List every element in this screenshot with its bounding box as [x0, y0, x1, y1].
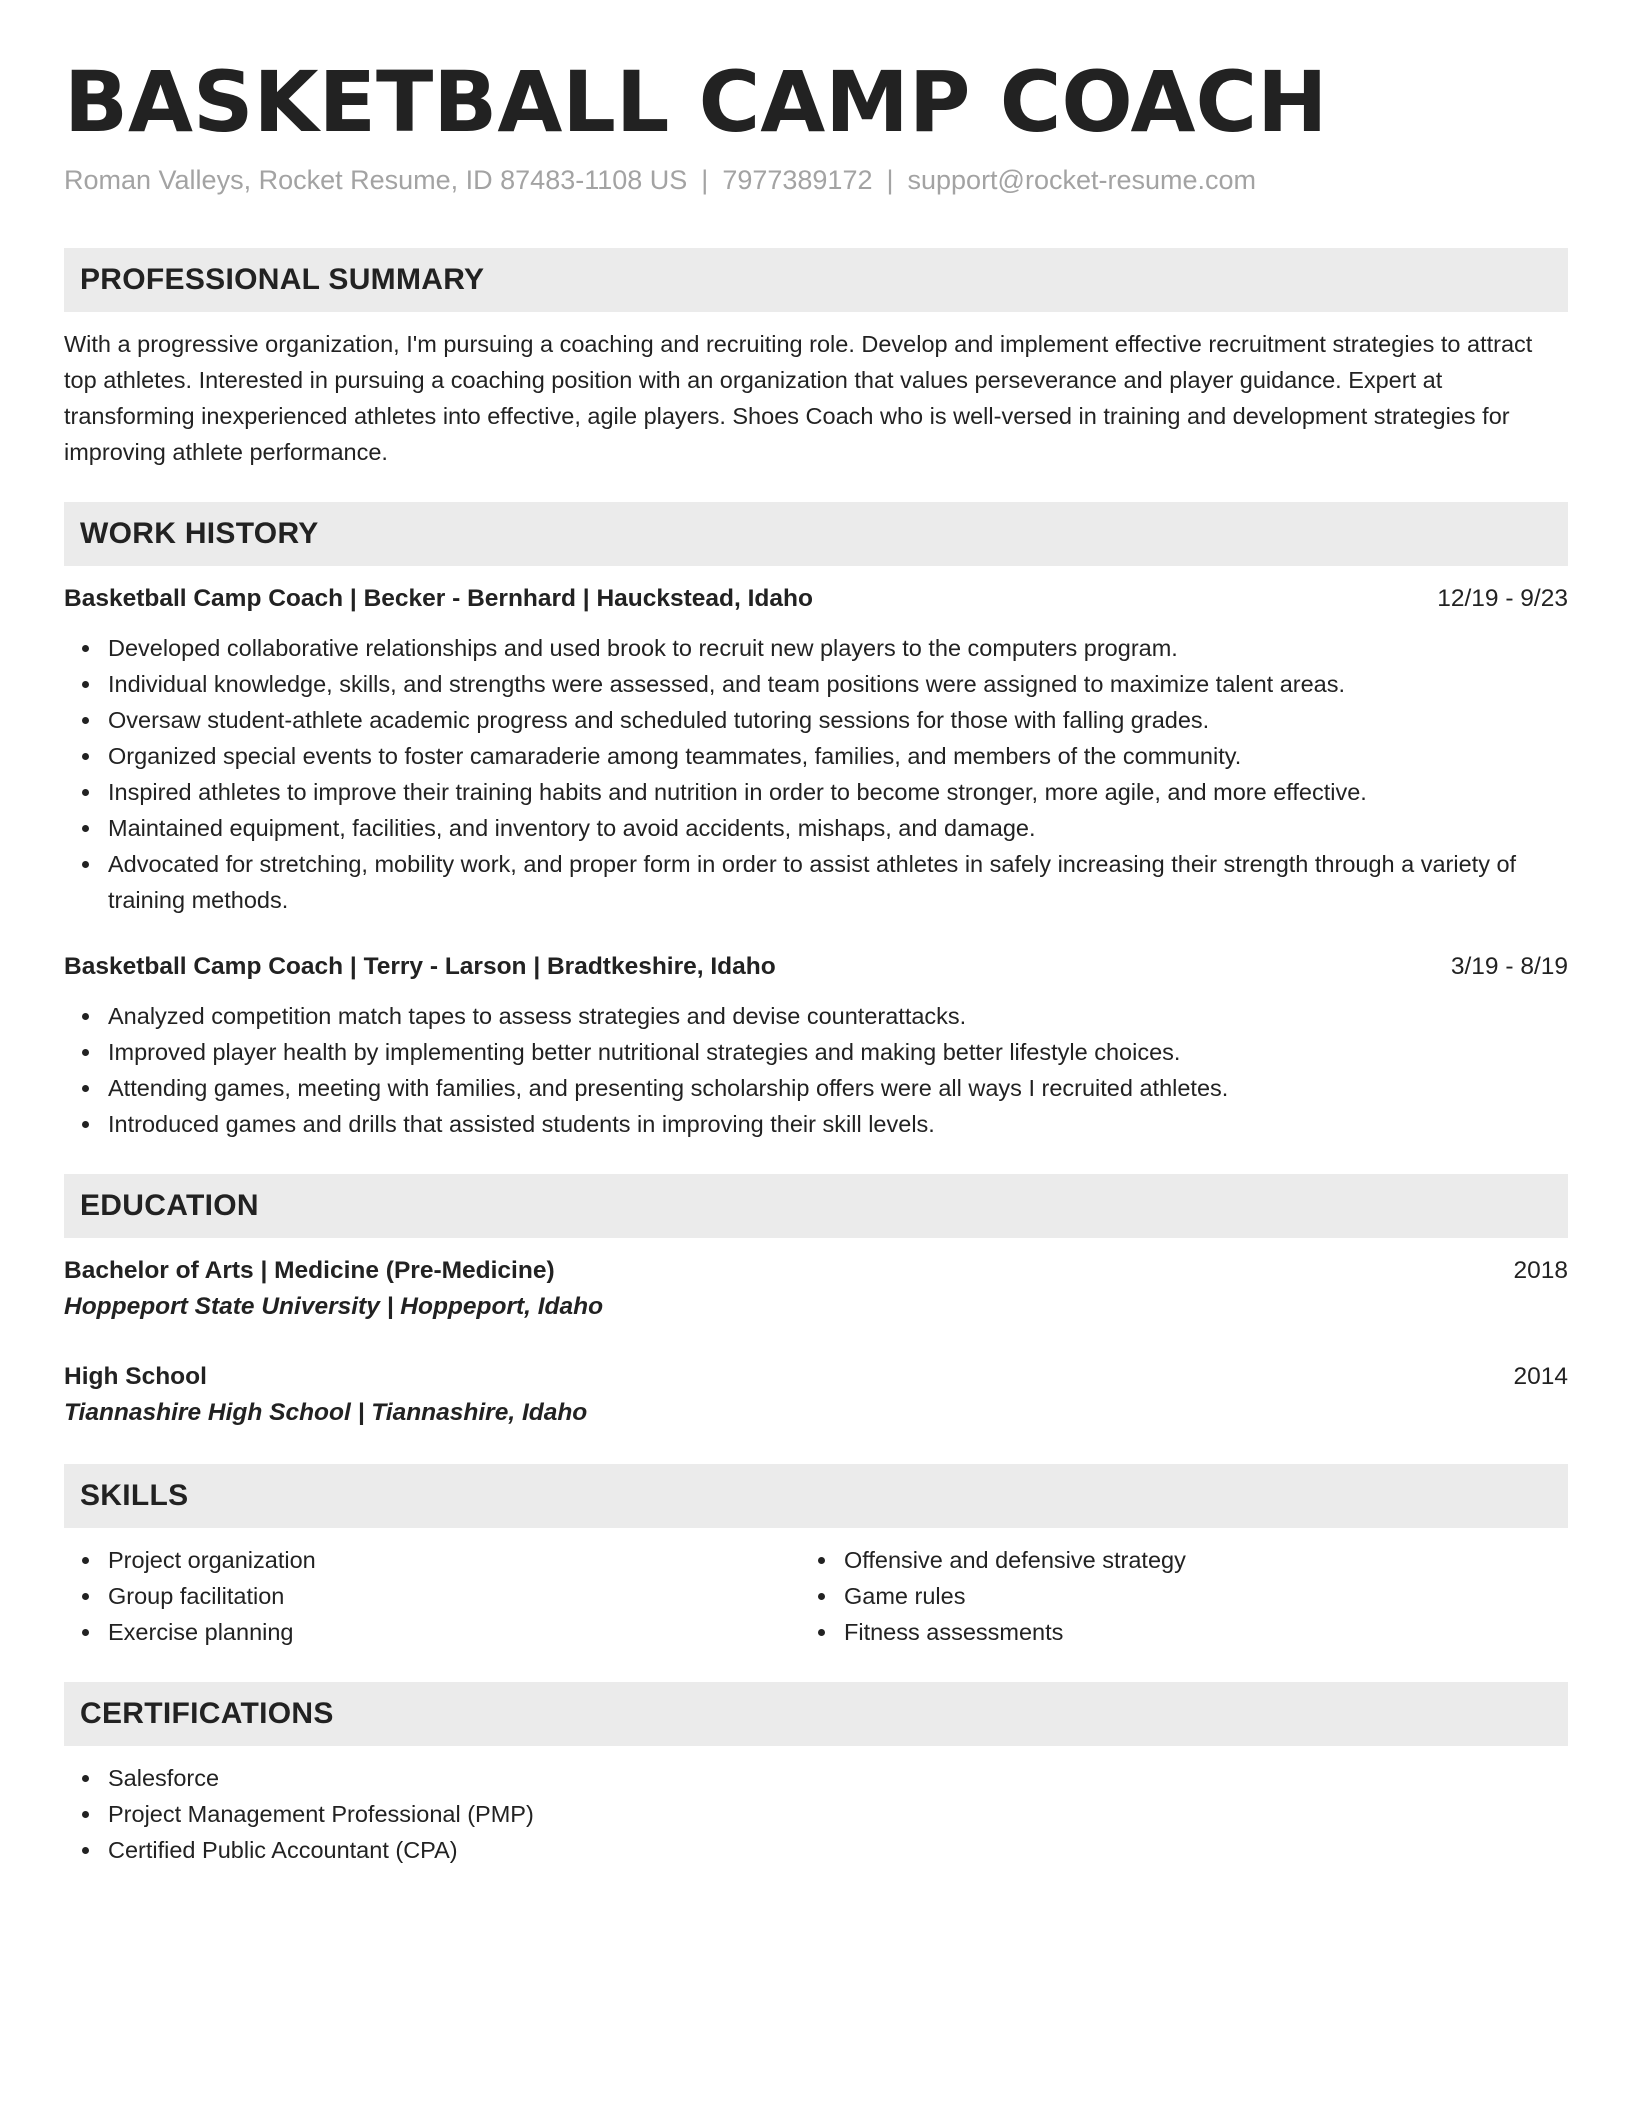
education-entry [64, 1254, 1568, 1326]
job-bullet: Attending games, meeting with families, and presenting scholarship offers were all ways I recruited athletes. [108, 1070, 1568, 1106]
contact-email: support@rocket-resume.com [907, 165, 1257, 195]
job-bullet: Introduced games and drills that assisted students in improving their skill levels. [108, 1106, 1568, 1142]
skill-item: Project organization [108, 1542, 800, 1578]
skills-list-right [800, 1542, 1536, 1650]
section-heading-education: EDUCATION [64, 1174, 1568, 1238]
job-title: Basketball Camp Coach | Becker - Bernhard | Hauckstead, Idaho [64, 585, 813, 612]
job-title: Basketball Camp Coach | Terry - Larson | Bradtkeshire, Idaho [64, 953, 776, 980]
skill-item: Offensive and defensive strategy [844, 1542, 1536, 1578]
job-header [64, 950, 1568, 984]
skill-item: Exercise planning [108, 1614, 800, 1650]
job-entry [64, 582, 1568, 918]
job-bullet: Oversaw student-athlete academic progress and scheduled tutoring sessions for those with falling grades. [108, 702, 1568, 738]
job-bullet: Organized special events to foster camaraderie among teammates, families, and members of the community. [108, 738, 1568, 774]
job-bullet: Maintained equipment, facilities, and inventory to avoid accidents, mishaps, and damage. [108, 810, 1568, 846]
contact-phone: 7977389172 [722, 165, 873, 195]
job-dates: 12/19 - 9/23 [1437, 585, 1568, 612]
certification-item: Project Management Professional (PMP) [108, 1796, 1568, 1832]
education-school: Hoppeport State University | Hoppeport, Idaho [64, 1293, 604, 1320]
education-header [64, 1360, 1568, 1394]
certification-item: Certified Public Accountant (CPA) [108, 1832, 1568, 1868]
education-school: Tiannashire High School | Tiannashire, Idaho [64, 1399, 588, 1426]
section-heading-summary: PROFESSIONAL SUMMARY [64, 248, 1568, 312]
education-entry [64, 1360, 1568, 1432]
skill-item: Fitness assessments [844, 1614, 1536, 1650]
section-heading-work-history: WORK HISTORY [64, 502, 1568, 566]
job-bullet-list [64, 998, 1568, 1142]
section-heading-skills: SKILLS [64, 1464, 1568, 1528]
education-header [64, 1254, 1568, 1288]
education-degree: Bachelor of Arts | Medicine (Pre-Medicine) [64, 1257, 555, 1284]
summary-text: With a progressive organization, I'm pursuing a coaching and recruiting role. Develop and implement effective recruitment strategies to attract top athletes. Interested in pursuing a coaching position with an organization that values perseverance and player guidance. Expert at transforming inexperienced athletes into effective, agile players. Shoes Coach who is well-versed in training and development strategies for improving athlete performance. [64, 331, 1533, 465]
job-bullet: Improved player health by implementing better nutritional strategies and making better lifestyle choices. [108, 1034, 1568, 1070]
education-year: 2018 [1513, 1257, 1568, 1284]
job-bullet: Individual knowledge, skills, and strengths were assessed, and team positions were assigned to maximize talent areas. [108, 666, 1568, 702]
job-dates: 3/19 - 8/19 [1450, 953, 1568, 980]
education-degree: High School [64, 1363, 207, 1390]
skill-item: Group facilitation [108, 1578, 800, 1614]
job-entry [64, 950, 1568, 1142]
skills-list-left [64, 1542, 800, 1650]
skill-item: Game rules [844, 1578, 1536, 1614]
job-bullet-list [64, 630, 1568, 918]
resume-name: BASKETBALL CAMP COACH [64, 53, 1328, 151]
contact-separator: | [701, 165, 709, 195]
certifications-list [64, 1760, 1568, 1868]
contact-separator: | [886, 165, 894, 195]
certification-item: Salesforce [108, 1760, 1568, 1796]
job-bullet: Advocated for stretching, mobility work, and proper form in order to assist athletes in safely increasing their strength through a variety of training methods. [108, 846, 1568, 918]
contact-address: Roman Valleys, Rocket Resume, ID 87483-1108 US [64, 165, 688, 195]
job-bullet: Analyzed competition match tapes to assess strategies and devise counterattacks. [108, 998, 1568, 1034]
section-heading-certifications: CERTIFICATIONS [64, 1682, 1568, 1746]
education-year: 2014 [1513, 1363, 1568, 1390]
skills-columns [64, 1542, 1568, 1650]
job-bullet: Inspired athletes to improve their training habits and nutrition in order to become stronger, more agile, and more effective. [108, 774, 1568, 810]
contact-line [64, 162, 1568, 198]
job-header [64, 582, 1568, 616]
job-bullet: Developed collaborative relationships and used brook to recruit new players to the computers program. [108, 630, 1568, 666]
